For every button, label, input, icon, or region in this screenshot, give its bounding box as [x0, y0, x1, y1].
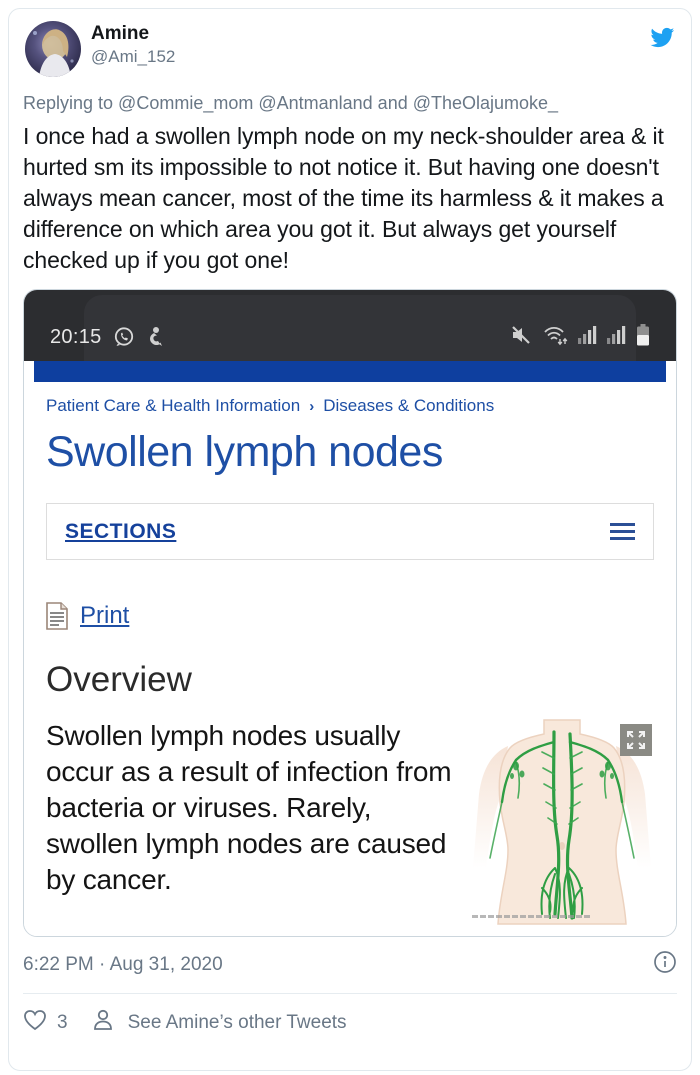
like-icon[interactable] [23, 1009, 47, 1037]
page-title: Swollen lymph nodes [46, 428, 443, 476]
whatsapp-notification-icon [112, 325, 136, 349]
tweet-body-text: I once had a swollen lymph node on my neck-shoulder area & it hurted sm its impossible to not notice it. But having one doesn't always mean cancer, most of the time its harmless & it makes a difference on which area you got it. But always get yourself checked up if you got one! [23, 123, 664, 273]
battery-icon [636, 323, 650, 352]
footer-divider [23, 993, 677, 994]
breadcrumb-parent-link[interactable]: Patient Care & Health Information [46, 396, 301, 415]
lymphatic-system-figure[interactable] [470, 718, 654, 926]
overview-heading: Overview [46, 660, 192, 699]
print-link[interactable]: Print [80, 602, 130, 629]
sections-bar[interactable] [46, 503, 654, 560]
breadcrumb-current-link[interactable]: Diseases & Conditions [323, 396, 495, 415]
author-block [91, 19, 175, 69]
avatar[interactable] [25, 21, 81, 77]
app-notification-icon [146, 326, 164, 348]
timestamp[interactable]: 6:22 PM · Aug 31, 2020 [23, 954, 223, 975]
wifi-icon [542, 323, 569, 352]
tweet-footer [23, 1008, 677, 1038]
tweet-header [23, 19, 677, 77]
signal-bars-icon-1 [578, 324, 598, 351]
print-row [46, 602, 654, 630]
profile-icon[interactable] [92, 1008, 114, 1038]
tweet-card [8, 8, 692, 1071]
twitter-logo-icon[interactable] [647, 25, 677, 50]
signal-bars-icon-2 [607, 324, 627, 351]
sections-link[interactable]: SECTIONS [65, 519, 177, 543]
replying-to-line[interactable]: Replying to @Commie_mom @Antmanland and @TheOlajumoke_ [23, 93, 559, 113]
hamburger-menu-icon[interactable] [610, 519, 635, 544]
avatar-photo [25, 21, 81, 77]
timestamp-row [23, 950, 677, 980]
info-icon[interactable] [653, 950, 677, 980]
see-other-tweets-link[interactable]: See Amine’s other Tweets [127, 1012, 347, 1033]
overview-section [46, 718, 654, 926]
mute-icon [509, 323, 533, 352]
breadcrumb-chevron-icon: › [309, 397, 315, 415]
like-count[interactable]: 3 [57, 1012, 68, 1033]
mayo-header-bar [34, 361, 666, 382]
author-name[interactable]: Amine [91, 23, 150, 44]
mayo-page-content [24, 382, 676, 936]
figure-caption [472, 915, 592, 918]
status-time: 20:15 [50, 325, 102, 348]
breadcrumb [46, 396, 654, 416]
author-handle[interactable]: @Ami_152 [91, 46, 176, 66]
overview-paragraph: Swollen lymph nodes usually occur as a result of infection from bacteria or viruses. Rarely, swollen lymph nodes are caused by cancer. [46, 720, 452, 895]
phone-status-bar [24, 290, 676, 361]
expand-arrows-icon [625, 729, 647, 751]
print-document-icon [46, 602, 68, 630]
expand-image-button[interactable] [620, 724, 652, 756]
embedded-screenshot[interactable] [23, 289, 677, 937]
